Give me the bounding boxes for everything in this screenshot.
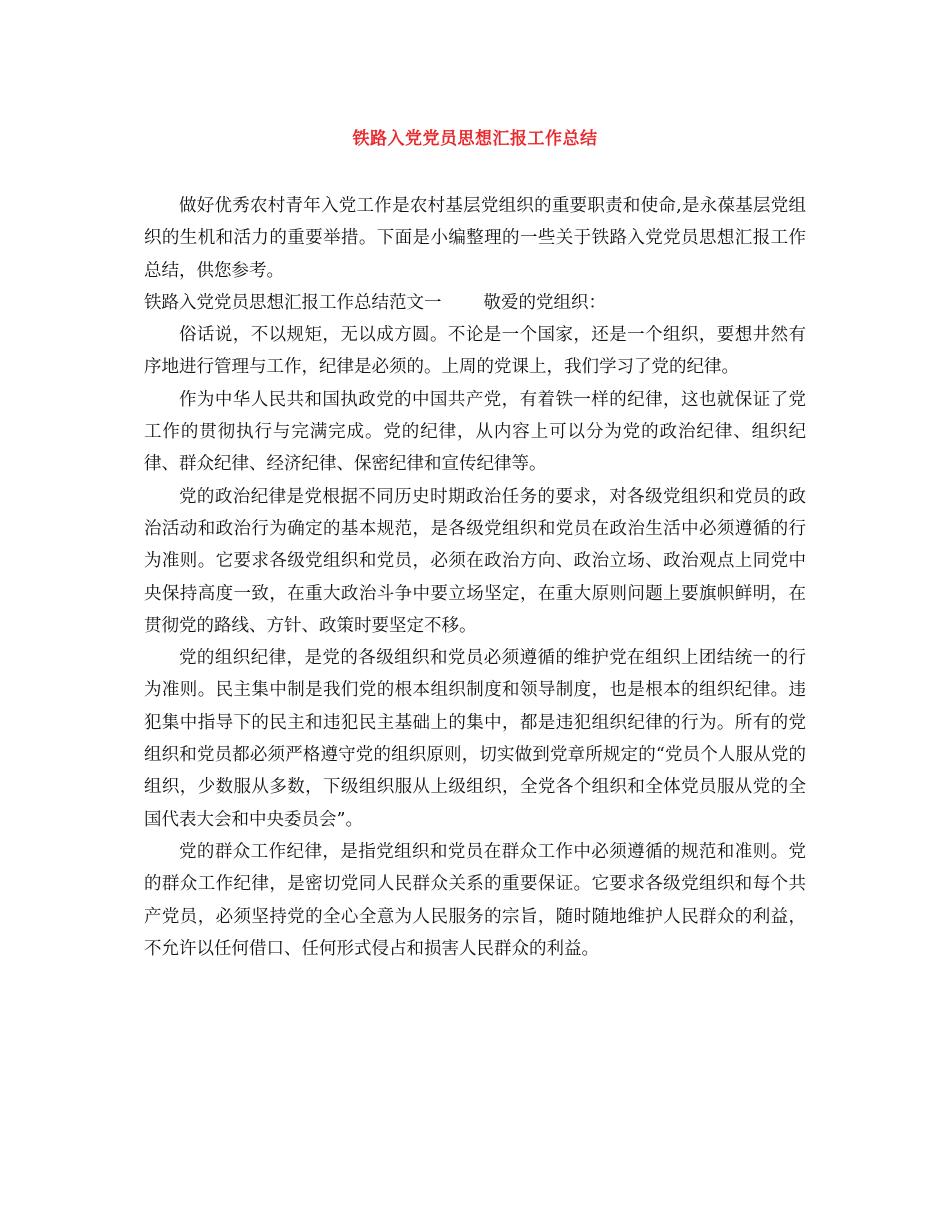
document-title: 铁路入党党员思想汇报工作总结 xyxy=(352,129,598,149)
paragraph-2: 作为中华人民共和国执政党的中国共产党，有着铁一样的纪律，这也就保证了党工作的贯彻执行与完满完成。党的纪律，从内容上可以分为党的政治纪律、组织纪律、群众纪律、经济纪律、保密纪律和宣传纪律等。 xyxy=(144,389,806,475)
paragraph-5: 党的群众工作纪律，是指党组织和党员在群众工作中必须遵循的规范和准则。党的群众工作纪律，是密切党同人民群众关系的重要保证。它要求各级党组织和每个共产党员，必须坚持党的全心全意为人民服务的宗旨，随时随地维护人民群众的利益，不允许以任何借口、任何形式侵占和损害人民群众的利益。 xyxy=(144,841,806,959)
document-body xyxy=(144,190,806,965)
paragraph-4: 党的组织纪律，是党的各级组织和党员必须遵循的维护党在组织上团结统一的行为准则。民主集中制是我们党的根本组织制度和领导制度，也是根本的组织纪律。违犯集中指导下的民主和违犯民主基础上的集中，都是违犯组织纪律的行为。所有的党组织和党员都必须严格遵守党的组织原则，切实做到党章所规定的“党员个人服从党的组织，少数服从多数，下级组织服从上级组织，全党各个组织和全体党员服从党的全国代表大会和中央委员会”。 xyxy=(144,648,806,830)
intro-paragraph: 做好优秀农村青年入党工作是农村基层党组织的重要职责和使命,是永葆基层党组织的生机和活力的重要举措。下面是小编整理的一些关于铁路入党党员思想汇报工作总结，供您参考。 xyxy=(144,196,806,281)
section-heading: 铁路入党党员思想汇报工作总结范文一 xyxy=(144,292,442,313)
paragraph-1: 俗话说，不以规矩，无以成方圆。不论是一个国家，还是一个组织，要想井然有序地进行管理与工作，纪律是必须的。上周的党课上，我们学习了党的纪律。 xyxy=(144,325,806,378)
salutation: 敬爱的党组织： xyxy=(483,292,606,313)
paragraph-3: 党的政治纪律是党根据不同历史时期政治任务的要求，对各级党组织和党员的政治活动和政治行为确定的基本规范，是各级党组织和党员在政治生活中必须遵循的行为准则。它要求各级党组织和党员，必须在政治方向、政治立场、政治观点上同党中央保持高度一致，在重大政治斗争中要立场坚定，在重大原则问题上要旗帜鲜明，在贯彻党的路线、方针、政策时要坚定不移。 xyxy=(144,486,806,636)
section-heading-line xyxy=(144,287,806,319)
